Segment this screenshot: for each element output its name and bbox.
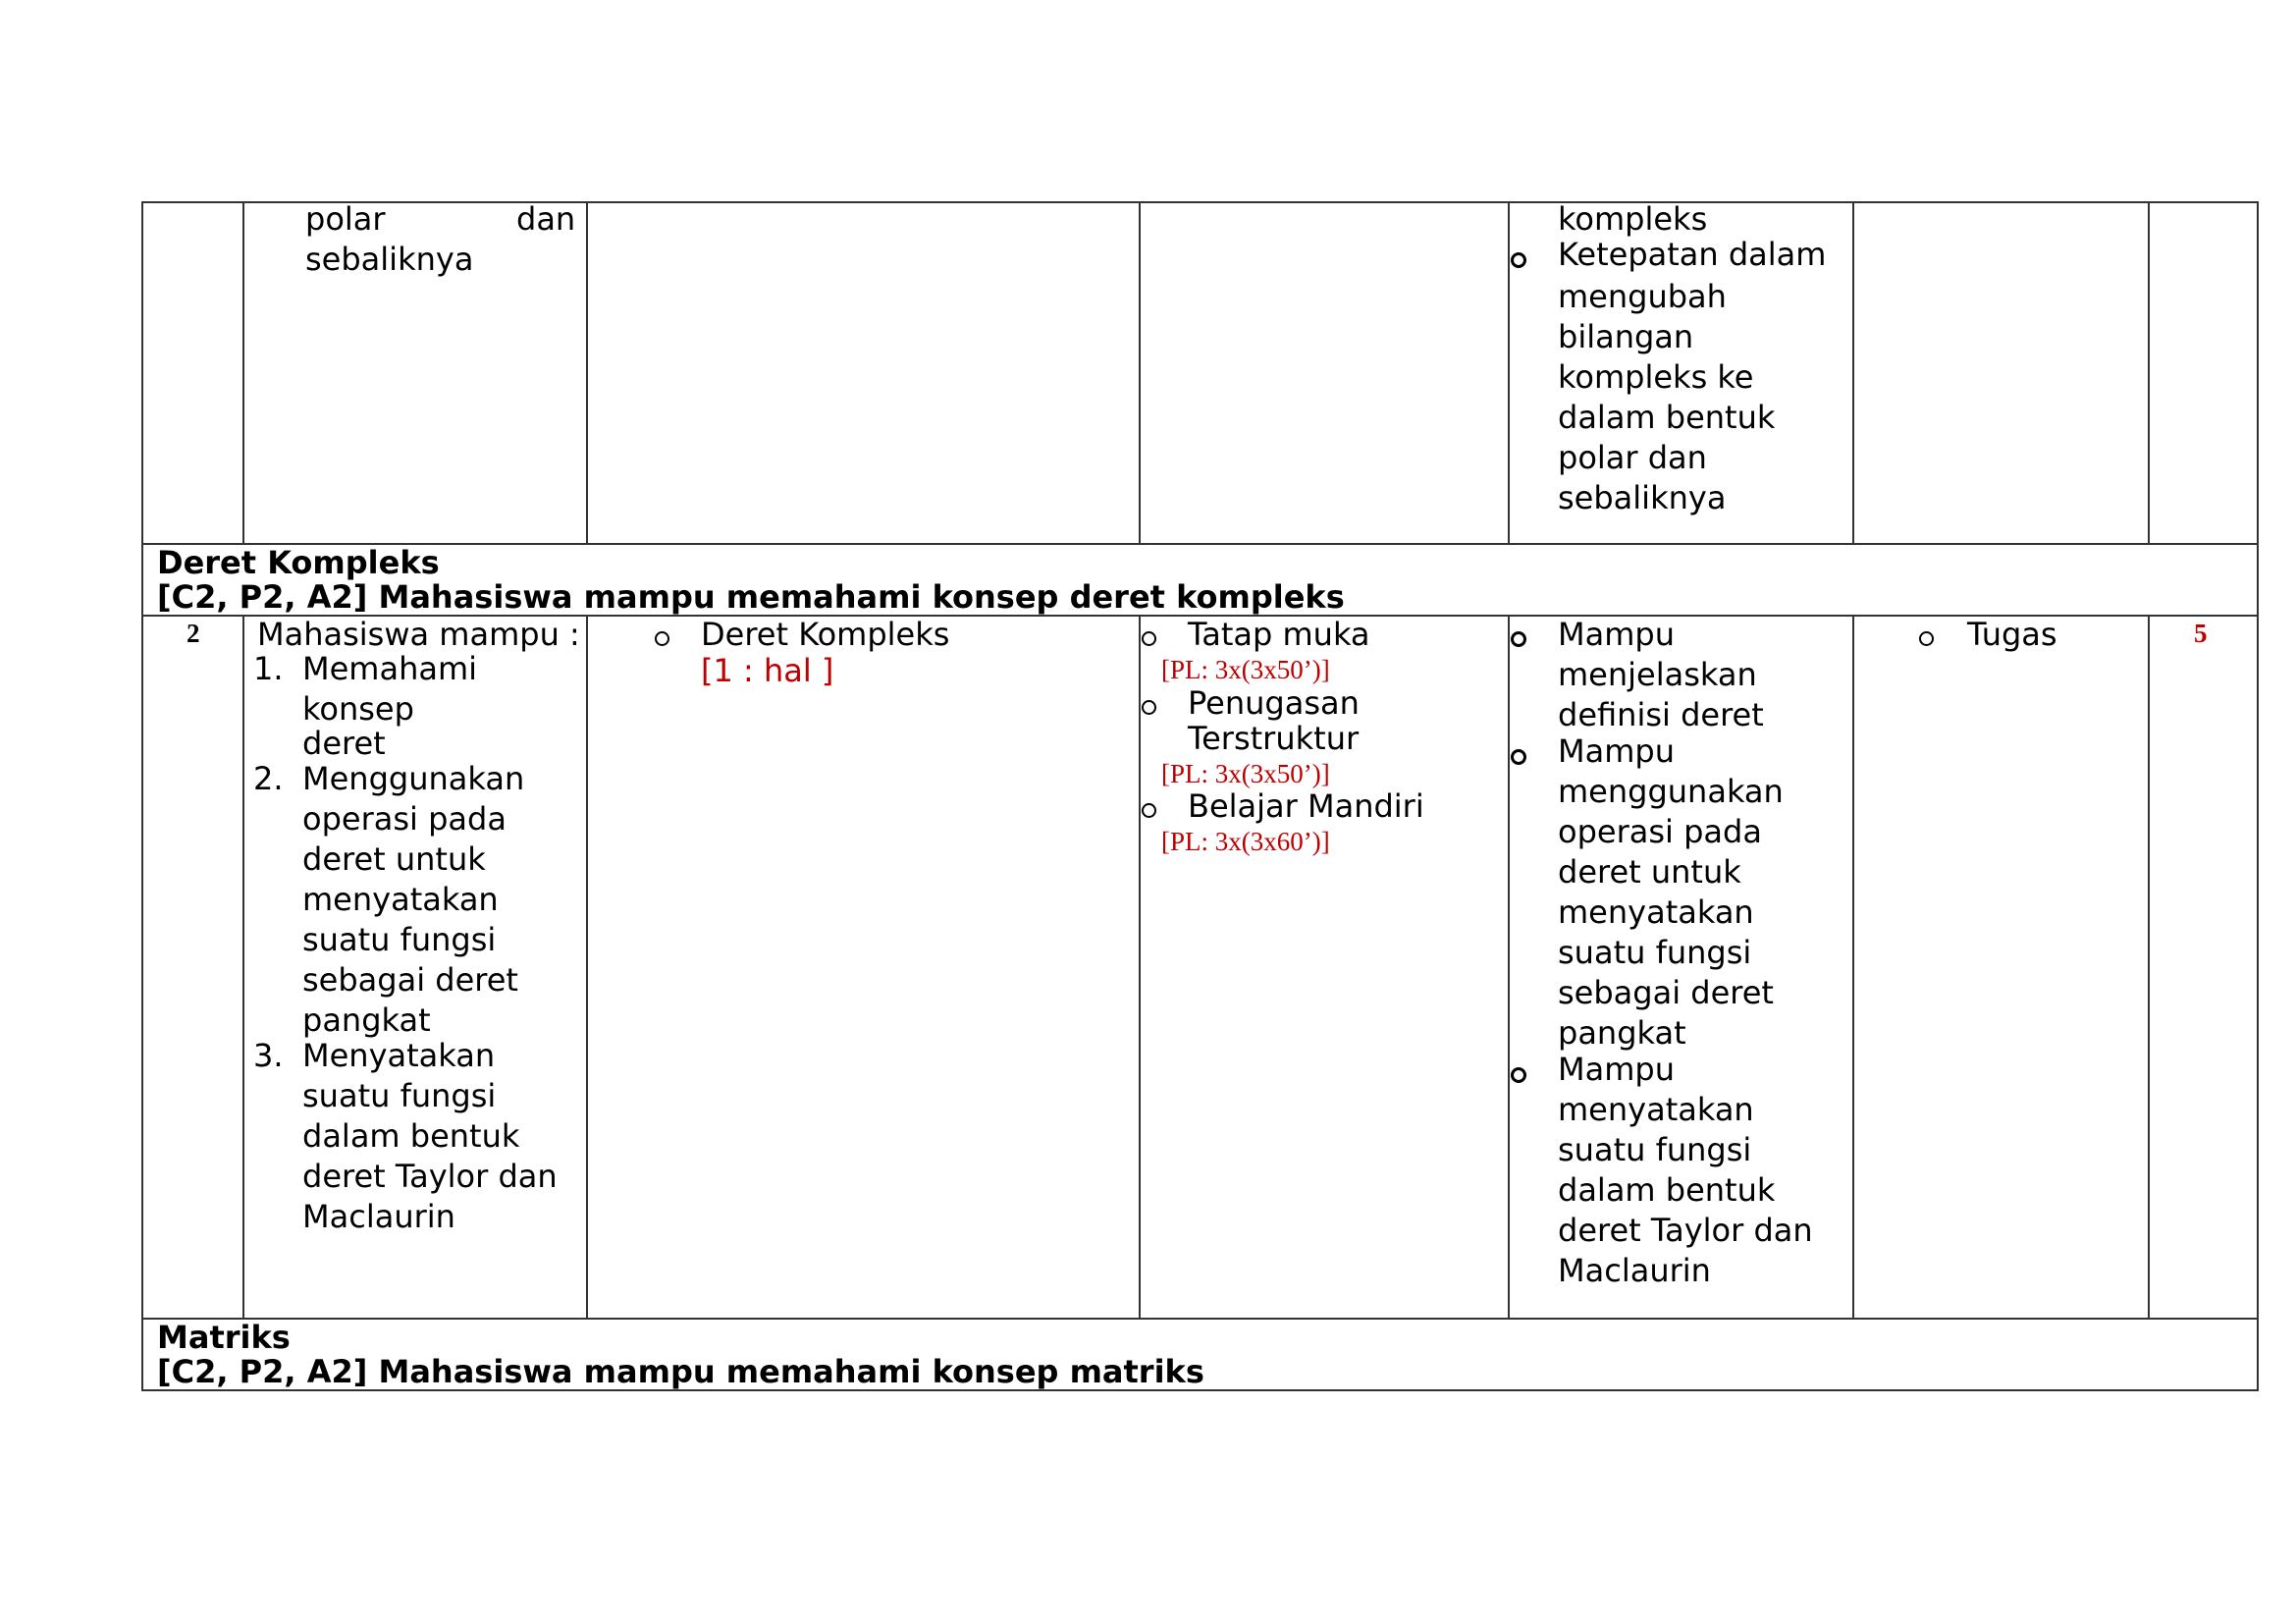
sub-cpmk-intro: Mahasiswa mampu : <box>257 616 580 653</box>
sub-cpmk-line: Maclaurin <box>302 1198 455 1235</box>
indicator-line: deret untuk <box>1558 853 1741 891</box>
indicator-line: operasi pada <box>1558 813 1762 850</box>
method-label: Terstruktur <box>1188 720 1360 757</box>
indicator-line: sebagai deret <box>1558 974 1774 1011</box>
column-divider <box>242 615 244 1320</box>
week-number: 2 <box>187 619 200 648</box>
indicator-line: Mampu <box>1558 732 1675 770</box>
sub-cpmk-line: pangkat <box>302 1001 431 1039</box>
list-number: 1. <box>253 650 284 687</box>
method-load: [PL: 3x(3x60’)] <box>1161 827 1330 856</box>
section-cpmk: [C2, P2, A2] Mahasiswa mampu memahami konsep matriks <box>157 1353 1204 1390</box>
column-divider <box>1139 201 1141 545</box>
bullet-icon <box>1511 631 1526 647</box>
method-label: Belajar Mandiri <box>1188 787 1424 825</box>
column-divider <box>586 615 588 1320</box>
sub-cpmk-line: menyatakan <box>302 881 499 918</box>
indicator-line: menyatakan <box>1558 893 1754 931</box>
bullet-icon <box>1142 700 1156 715</box>
weight-value: 5 <box>2194 619 2208 648</box>
material-topic: Deret Kompleks <box>701 616 950 653</box>
indicator-line: dalam bentuk <box>1558 1171 1776 1209</box>
list-number: 2. <box>253 760 284 797</box>
sub-cpmk-line: deret untuk <box>302 840 486 878</box>
bullet-icon <box>655 631 669 646</box>
indicator-line: dalam bentuk <box>1558 399 1776 436</box>
sub-cpmk-text: dan <box>516 200 576 238</box>
row-divider <box>141 1318 2259 1320</box>
column-divider <box>1852 201 1854 545</box>
column-divider <box>586 201 588 545</box>
sub-cpmk-text: polar <box>305 200 386 238</box>
indicator-line: Mampu <box>1558 1051 1675 1088</box>
sub-cpmk-line: deret <box>302 725 386 762</box>
indicator-line: Ketepatan dalam <box>1558 236 1827 273</box>
sub-cpmk-line: Menyatakan <box>302 1037 496 1074</box>
column-divider <box>1508 615 1510 1320</box>
indicator-line: pangkat <box>1558 1014 1686 1052</box>
table-right-border <box>2257 201 2259 1391</box>
table-left-border <box>141 201 143 1391</box>
bullet-icon <box>1511 1067 1526 1083</box>
indicator-line: kompleks ke <box>1558 358 1754 396</box>
list-number: 3. <box>253 1037 284 1074</box>
bullet-icon <box>1511 252 1526 268</box>
sub-cpmk-line: dalam bentuk <box>302 1117 520 1155</box>
sub-cpmk-line: Memahami <box>302 650 478 687</box>
indicator-line: polar dan <box>1558 439 1707 476</box>
method-load: [PL: 3x(3x50’)] <box>1161 655 1330 684</box>
sub-cpmk-line: konsep <box>302 690 414 728</box>
indicator-line: Mampu <box>1558 616 1675 653</box>
row-divider <box>141 543 2259 545</box>
indicator-line: suatu fungsi <box>1558 1131 1752 1168</box>
bullet-icon <box>1142 631 1156 646</box>
indicator-line: Maclaurin <box>1558 1252 1711 1289</box>
bullet-icon <box>1919 631 1934 646</box>
sub-cpmk-line: operasi pada <box>302 800 507 838</box>
indicator-line: sebaliknya <box>1558 479 1727 516</box>
indicator-line: deret Taylor dan <box>1558 1212 1813 1249</box>
column-divider <box>242 201 244 545</box>
assessment-label: Tugas <box>1967 616 2057 653</box>
section-title: Matriks <box>157 1319 291 1356</box>
sub-cpmk-line: deret Taylor dan <box>302 1158 558 1195</box>
sub-cpmk-line: suatu fungsi <box>302 921 497 958</box>
sub-cpmk-line: suatu fungsi <box>302 1077 497 1114</box>
table-top-border <box>141 201 2259 203</box>
indicator-line: bilangan <box>1558 318 1694 355</box>
indicator-line: menjelaskan <box>1558 656 1757 693</box>
bullet-icon <box>1511 749 1526 765</box>
sub-cpmk-line: sebagai deret <box>302 961 518 999</box>
indicator-line: menggunakan <box>1558 773 1784 810</box>
indicator-text: kompleks <box>1558 200 1708 238</box>
indicator-line: suatu fungsi <box>1558 934 1752 971</box>
method-load: [PL: 3x(3x50’)] <box>1161 759 1330 788</box>
indicator-line: mengubah <box>1558 278 1727 315</box>
column-divider <box>1139 615 1141 1320</box>
column-divider <box>1508 201 1510 545</box>
column-divider <box>2148 615 2150 1320</box>
method-label: Penugasan <box>1188 684 1360 722</box>
indicator-line: menyatakan <box>1558 1091 1754 1128</box>
sub-cpmk-line: Menggunakan <box>302 760 525 797</box>
indicator-line: definisi deret <box>1558 696 1764 733</box>
column-divider <box>2148 201 2150 545</box>
column-divider <box>1852 615 1854 1320</box>
method-label: Tatap muka <box>1188 616 1370 653</box>
sub-cpmk-text: sebaliknya <box>305 241 474 278</box>
bullet-icon <box>1142 803 1156 818</box>
material-reference: [1 : hal ] <box>701 652 834 689</box>
section-title: Deret Kompleks <box>157 544 440 581</box>
section-cpmk: [C2, P2, A2] Mahasiswa mampu memahami konsep deret kompleks <box>157 578 1345 616</box>
